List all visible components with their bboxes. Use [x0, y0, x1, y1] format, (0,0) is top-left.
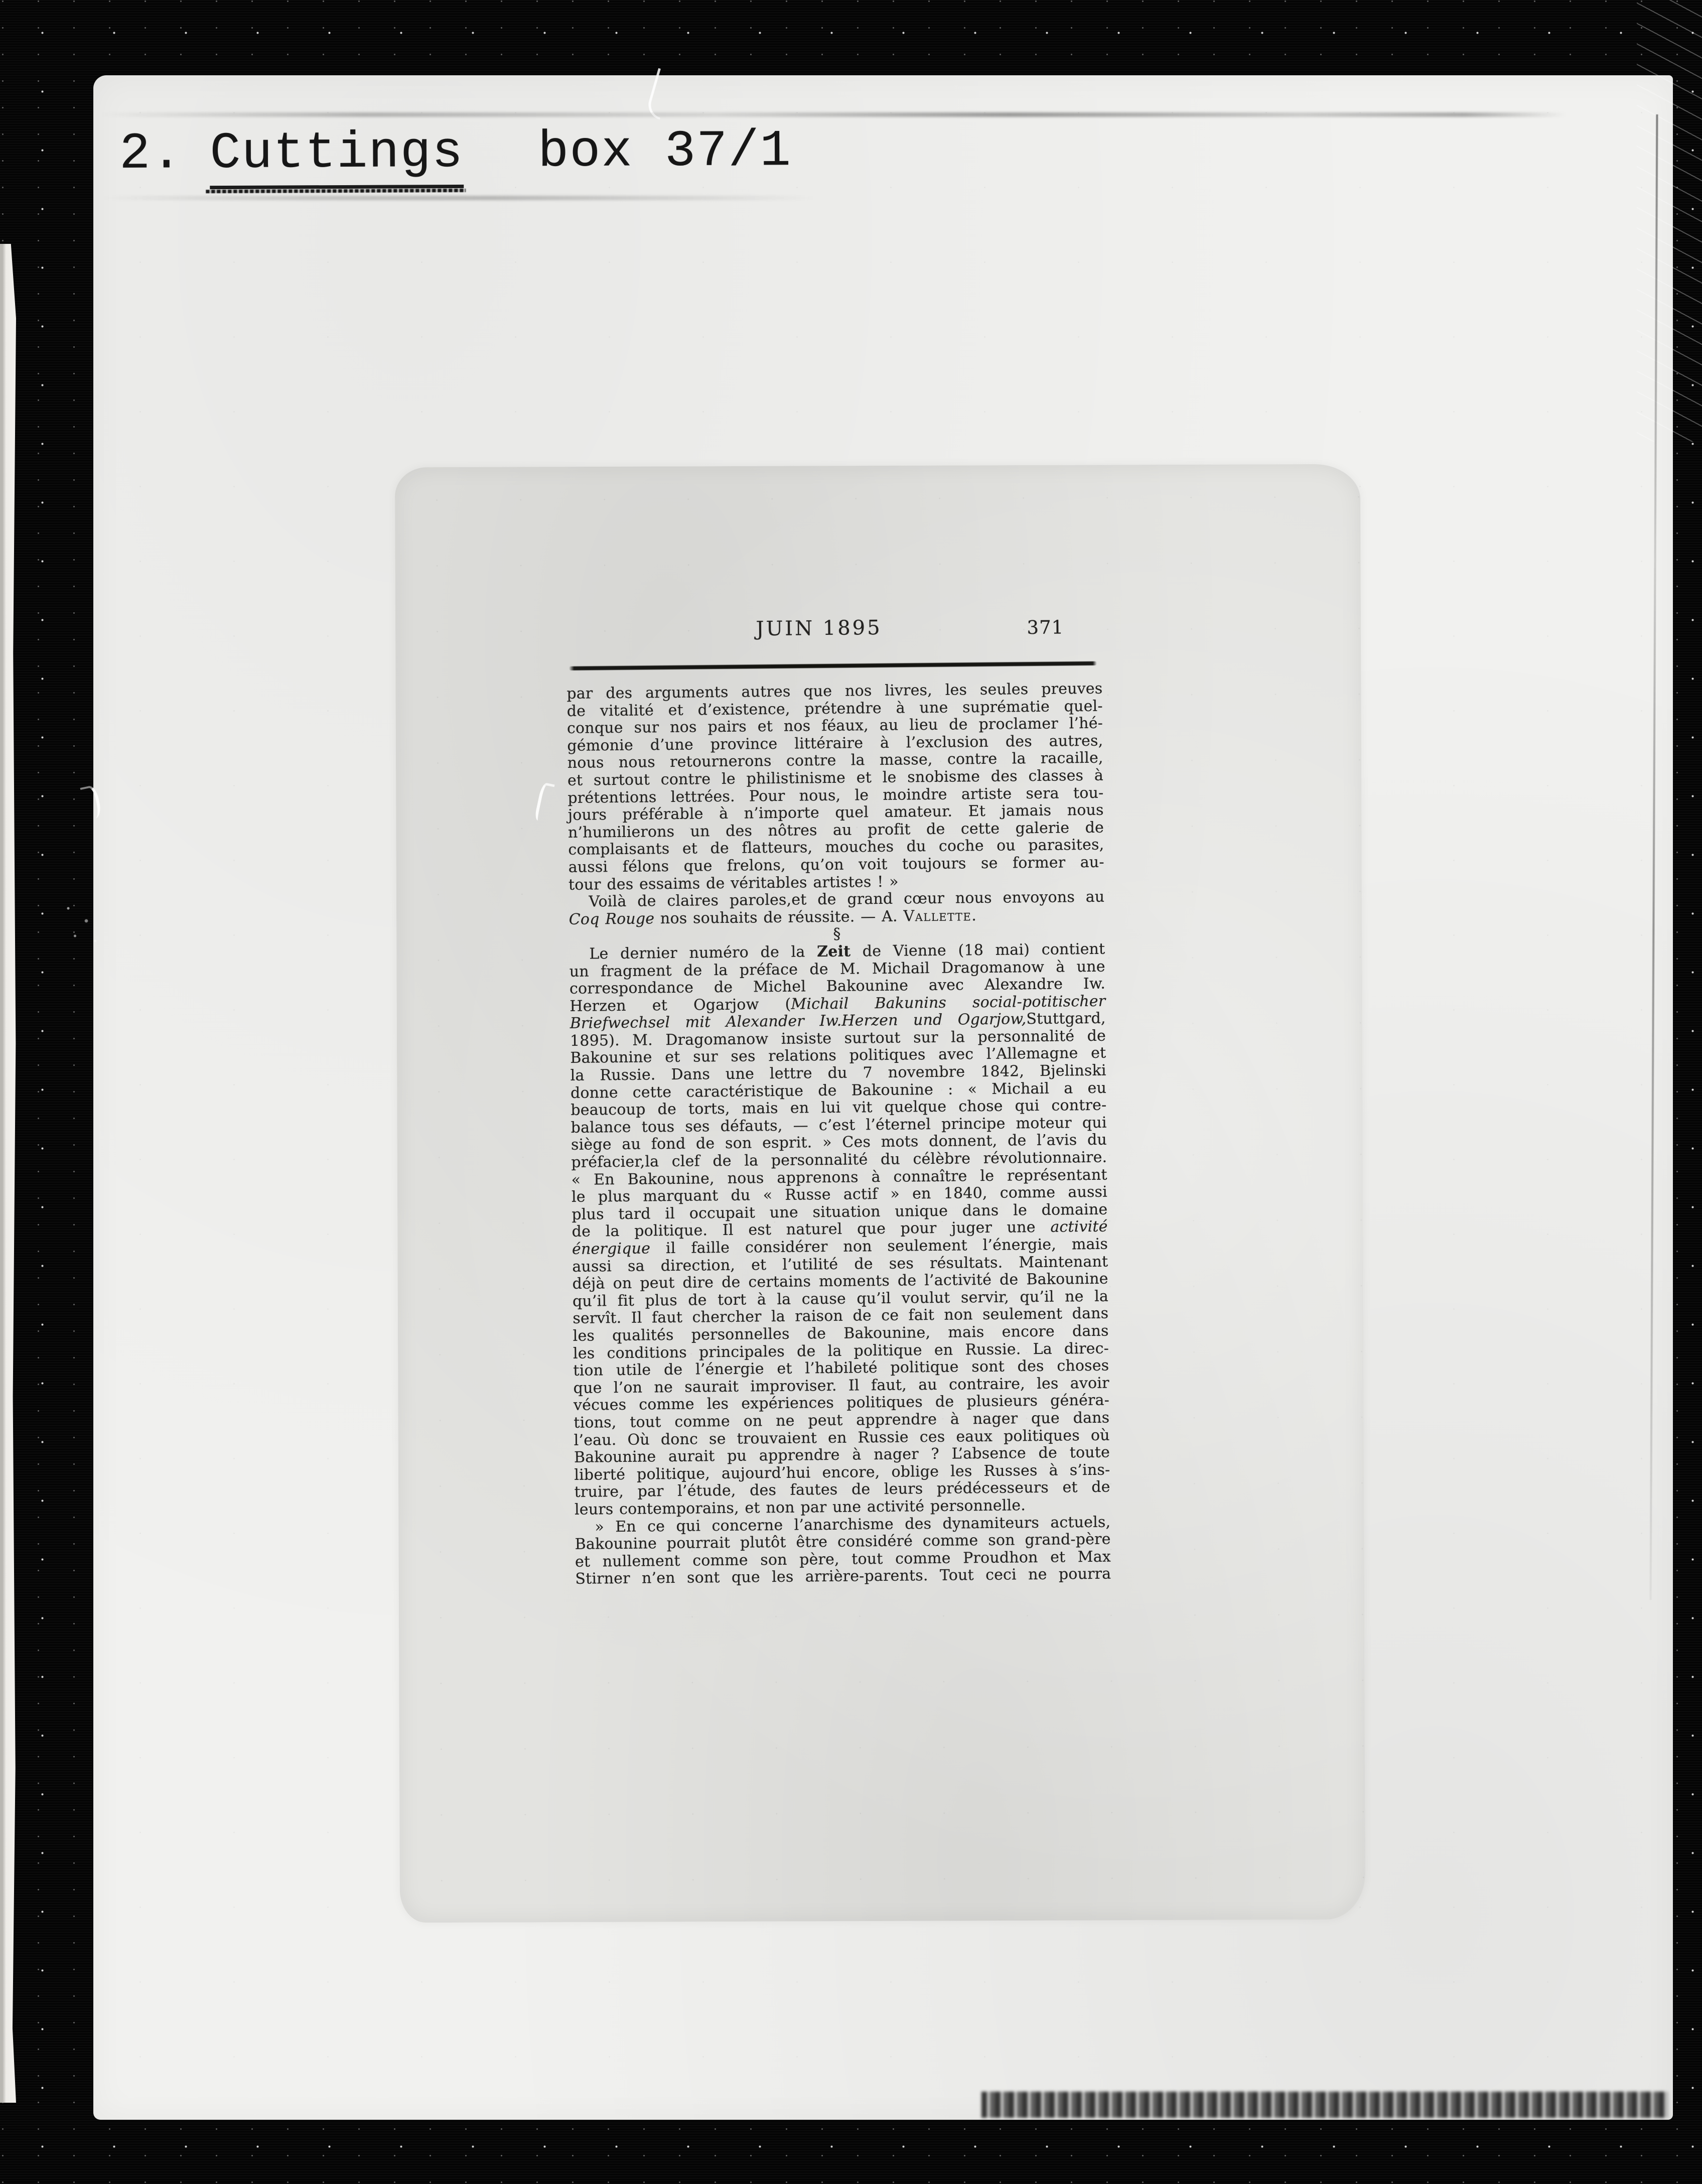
text-line: n’humilierons un des nôtres au profit de cette galerie de	[568, 818, 1104, 842]
text-line: » En ce qui concerne l’anarchisme des dynamiteurs actuels,	[595, 1513, 1111, 1536]
text-line: tions, tout comme on ne peut apprendre à nager que dans	[574, 1409, 1110, 1432]
text-line: énergique il faille considérer non seulement l’énergie, mais	[572, 1235, 1108, 1258]
text-line: et nullement comme son père, tout comme Proudhon et Max	[575, 1548, 1111, 1571]
text-line: le plus marquant du « Russe actif » en 1840, comme aussi	[571, 1183, 1108, 1206]
text-line: tion utile de l’énergie et l’habileté politique sont des choses	[573, 1356, 1109, 1380]
text-line: « En Bakounine, nous apprenons à connaître le représentant	[571, 1166, 1107, 1189]
text-line: Le dernier numéro de la Zeit de Vienne (18 mai) contient	[589, 940, 1105, 963]
text-line: servît. Il faut chercher la raison de ce fait non seulement dans	[573, 1305, 1109, 1328]
text-line: beaucoup de torts, mais en lui vit quelque chose qui contre-	[571, 1096, 1107, 1120]
text-line: leurs contemporains, et non par une activité personnelle.	[574, 1496, 1026, 1519]
text-line: l’eau. Où donc se trouvaient en Russie ces eaux politiques où	[574, 1426, 1110, 1449]
text-line: qu’il fit plus de tort à la cause qu’il voulut servir, qu’il ne la	[572, 1287, 1109, 1310]
text-line: les qualités personnelles de Bakounine, mais encore dans	[573, 1322, 1109, 1345]
archive-label	[119, 123, 792, 190]
text-line: déjà on peut dire de certains moments de l’activité de Bakounine	[572, 1270, 1108, 1293]
text-line: correspondance de Michel Bakounine avec Alexandre Iw.	[569, 975, 1106, 998]
mount-page	[93, 75, 1673, 2120]
text-line: complaisants et de flatteurs, mouches du coche ou parasites,	[568, 836, 1104, 859]
text-line: liberté politique, aujourd’hui encore, oblige les Russes à s’ins-	[574, 1461, 1110, 1484]
text-line: donne cette caractéristique de Bakounine : « Michail a eu	[570, 1079, 1107, 1102]
text-line: préfacier,la clef de la personnalité du célèbre révolutionnaire.	[571, 1148, 1107, 1171]
text-line: Stirner n’en sont que les arrière-parents. Tout ceci ne pourra	[575, 1565, 1111, 1588]
text-line: par des arguments autres que nos livres, les seules preuves	[566, 679, 1103, 703]
text-line: la Russie. Dans une lettre du 7 novembre 1842, Bjelinski	[570, 1061, 1106, 1084]
text-line: truire, par l’étude, des fautes de leurs prédécesseurs et de	[574, 1478, 1110, 1502]
text-line: plus tard il occupait une situation unique dans le domaine	[572, 1200, 1108, 1223]
adjacent-page-edge	[0, 244, 16, 2103]
text-line: Voilà de claires paroles,et de grand cœur nous envoyons au	[589, 888, 1105, 911]
text-line: Bakounine pourrait plutôt être considéré comme son grand-père	[575, 1530, 1111, 1553]
page-header-title: JUIN 1895	[756, 616, 882, 641]
text-line: de la politique. Il est naturel que pour juger une activité	[572, 1218, 1108, 1241]
text-line: un fragment de la préface de M. Michail Dragomanow à une	[569, 958, 1105, 981]
text-line: Bakounine aurait pu apprendre à nager ? L’absence de toute	[574, 1443, 1110, 1467]
text-line: gémonie d’une province littéraire à l’exclusion des autres,	[567, 732, 1103, 755]
text-line: nous nous retournerons contre la masse, contre la racaille,	[567, 749, 1103, 772]
text-line: Bakounine et sur ses relations politiques avec l’Allemagne et	[570, 1044, 1106, 1067]
text-line: conque sur nos pairs et nos féaux, au lieu de proclamer l’hé-	[566, 714, 1103, 738]
header-rule-divider	[569, 661, 1097, 670]
page-header	[566, 614, 1102, 649]
text-line: aussi félons que frelons, qu’on voit toujours se former au-	[568, 853, 1104, 876]
page-number: 371	[1027, 616, 1064, 639]
text-line: et surtout contre le philistinisme et le snobisme des classes à	[567, 766, 1104, 789]
label-word: Cuttings	[210, 124, 464, 189]
text-line: balance tous ses défauts, — c’est l’éternel principe moteur qui	[571, 1114, 1107, 1137]
text-line: aussi sa direction, et l’utilité de ses résultats. Maintenant	[572, 1253, 1108, 1276]
text-line: 1895). M. Dragomanow insiste surtout sur la personnalité de	[570, 1027, 1106, 1050]
text-line: que l’on ne saurait improviser. Il faut, au contraire, les avoir	[573, 1374, 1109, 1397]
pencil-smudge-line	[102, 196, 815, 200]
text-line: les conditions principales de la politique en Russie. La direc-	[573, 1339, 1109, 1362]
text-line: jours préférable à n’importe quel amateur. Et jamais nous	[568, 801, 1104, 825]
text-line: Briefwechsel mit Alexander Iw.Herzen und Ogarjow,Stuttgard,	[570, 1009, 1106, 1033]
text-line: vécues comme les expériences politiques de plusieurs généra-	[573, 1391, 1110, 1415]
journal-clipping	[395, 464, 1365, 1923]
text-line: Coq Rouge nos souhaits de réussite. — A. Vallette.	[569, 906, 977, 928]
text-line: tour des essaims de véritables artistes ! »	[568, 873, 899, 894]
clipping-text	[566, 680, 1111, 1588]
pencil-smudge-line	[100, 112, 1566, 117]
text-line: prétentions lettrées. Pour nous, le moindre artiste sera tou-	[568, 784, 1104, 807]
label-number: 2.	[119, 124, 183, 183]
text-line: siège au fond de son esprit. » Ces mots donnent, de l’avis du	[571, 1131, 1107, 1154]
clipping-content	[390, 461, 1370, 1926]
text-line: Herzen et Ogarjow (Michail Bakunins social-potitischer	[570, 992, 1106, 1015]
text-line: de vitalité et d’existence, prétendre à une suprématie quel-	[566, 697, 1103, 720]
text-line: §	[833, 925, 841, 943]
label-box-reference: box 37/1	[537, 122, 792, 182]
